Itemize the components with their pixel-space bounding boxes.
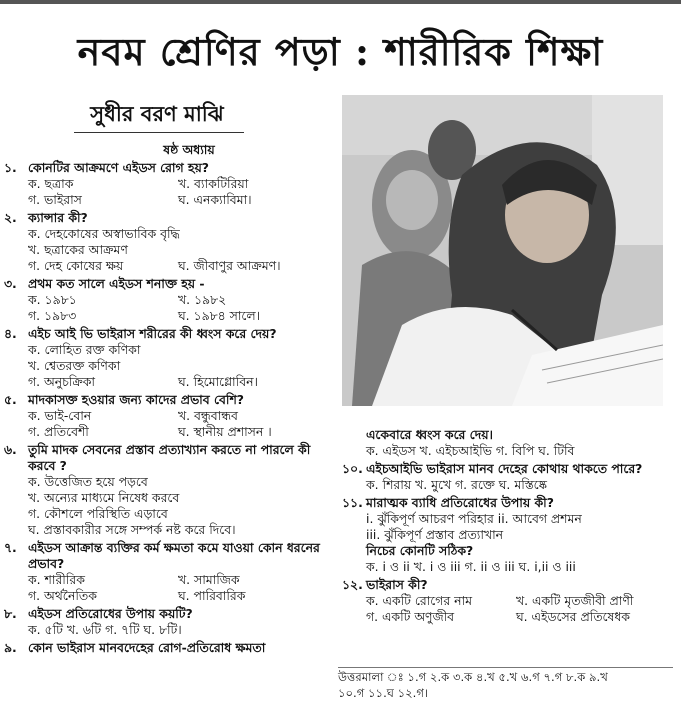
question-9-continued: একেবারে ধ্বংস করে দেয়। (366, 427, 493, 442)
question-10: ১০. এইচআইভি ভাইরাস মানব দেহের কোথায় থাকতে পারে? (342, 461, 643, 476)
option: ক. লোহিত রক্ত কণিকা (28, 342, 141, 357)
options-row: গ. ভাইরাস ঘ. এনক্যাবিমা। (28, 192, 252, 207)
left-column (4, 142, 334, 656)
question-7: ৭. এইডস আক্রান্ত ব্যক্তির কর্ম ক্ষমতা কমে যাওয়া কোন ধরনের প্রভাব? (4, 540, 320, 571)
answer-key-line: উত্তরমালা ঃ ১.গ ২.ক ৩.ক ৪.খ ৫.খ ৬.গ ৭.গ ৮.ক ৯.খ (338, 670, 608, 684)
question-2: ২. ক্যান্সার কী? (4, 210, 88, 225)
options-line: ক. i ও ii খ. i ও iii গ. ii ও iii ঘ. i,ii ও iii (366, 559, 576, 574)
option: খ. অন্যের মাধ্যমে নিষেধ করবে (28, 490, 180, 505)
options-row: ক. ১৯৮১ খ. ১৯৮২ (28, 292, 227, 307)
options-row: গ. অনুচক্রিকা ঘ. হিমোগ্লোবিন। (28, 374, 258, 389)
options-row: ক. একটি রোগের নাম খ. একটি মৃতজীবী প্রাণী (366, 593, 634, 608)
options-line: ক. ৫টি খ. ৬টি গ. ৭টি ঘ. ৮টি। (28, 622, 182, 637)
question-1: ১. কোনটির আক্রমণে এইডস রোগ হয়? (4, 160, 209, 175)
statement: iii. ঝুঁকিপূর্ণ প্রস্তাব প্রত্যাখান (366, 527, 504, 542)
option: ঘ. প্রস্তাবকারীর সঙ্গে সম্পর্ক নষ্ট করে দিবে। (28, 522, 236, 537)
answers-divider (338, 667, 673, 668)
options-row: ক. ভাই-বোন খ. বন্ধুবান্ধব (28, 408, 238, 423)
question-12: ১২. ভাইরাস কী? (342, 577, 428, 592)
options-line: ক. শিরায় খ. মুখে গ. রক্তে ঘ. মস্তিষ্কে (366, 477, 547, 492)
author-name: সুধীর বরণ মাঝি (90, 101, 224, 126)
question-5: ৫. মাদকাসক্ত হওয়ার জন্য কাদের প্রভাব বেশি? (4, 392, 244, 407)
option: খ. শ্বেতরক্ত কণিকা (28, 358, 121, 373)
author-underline (74, 132, 244, 133)
question-8: ৮. এইডস প্রতিরোধের উপায় কয়টি? (4, 606, 193, 621)
option: খ. ছত্রাকের আক্রমণ (28, 242, 128, 257)
option: ক. উত্তেজিত হয়ে পড়বে (28, 474, 148, 489)
page-headline: নবম শ্রেণির পড়া : শারীরিক শিক্ষা (77, 29, 604, 74)
exam-hall-photo (342, 95, 663, 406)
question-9: ৯. কোন ভাইরাস মানবদেহের রোগ-প্রতিরোধ ক্ষমতা (4, 640, 266, 655)
options-row: গ. দেহ কোষের ক্ষয় ঘ. জীবাণুর আক্রমণ। (28, 258, 281, 273)
options-row: গ. একটি অণুজীব ঘ. এইডসের প্রতিষেধক (366, 609, 630, 624)
chapter-heading: ষষ্ঠ অধ্যায় (163, 142, 215, 157)
question-11: ১১. মারাত্মক ব্যাধি প্রতিরোধের উপায় কী? (342, 495, 554, 510)
question-6: ৬. তুমি মাদক সেবনের প্রস্তাব প্রত্যাখ্যান করতে না পারলে কী করবে ? (4, 442, 311, 473)
question-4: ৪. এইচ আই ভি ভাইরাস শরীরের কী ধ্বংস করে দেয়? (4, 326, 277, 341)
question-3: ৩. প্রথম কত সালে এইডস শনাক্ত হয় - (4, 276, 205, 291)
prompt: নিচের কোনটি সঠিক? (366, 543, 474, 558)
option: গ. কৌশলে পরিস্থিতি এড়াবে (28, 506, 168, 521)
students-writing-illustration (342, 95, 663, 406)
right-column (342, 427, 672, 625)
options-row: গ. প্রতিবেশী ঘ. স্থানীয় প্রশাসন । (28, 424, 272, 439)
statement: i. ঝুঁকিপূর্ণ আচরণ পরিহার ii. আবেগ প্রশমন (366, 511, 582, 526)
options-row: গ. অর্থনৈতিক ঘ. পারিবারিক (28, 588, 246, 603)
option: ক. দেহকোষের অস্বাভাবিক বৃদ্ধি (28, 226, 180, 241)
answer-key-line: ১০.গ ১১.ঘ ১২.গ। (338, 686, 429, 700)
options-line: ক. এইডস খ. এইচআইভি গ. বিপি ঘ. টিবি (366, 443, 575, 458)
options-row: ক. ছত্রাক খ. ব্যাকটিরিয়া (28, 176, 249, 191)
options-row: গ. ১৯৮৩ ঘ. ১৯৮৪ সালে। (28, 308, 261, 323)
answer-key (338, 669, 673, 701)
top-rule (0, 0, 681, 4)
options-row: ক. শারীরিক খ. সামাজিক (28, 572, 240, 587)
